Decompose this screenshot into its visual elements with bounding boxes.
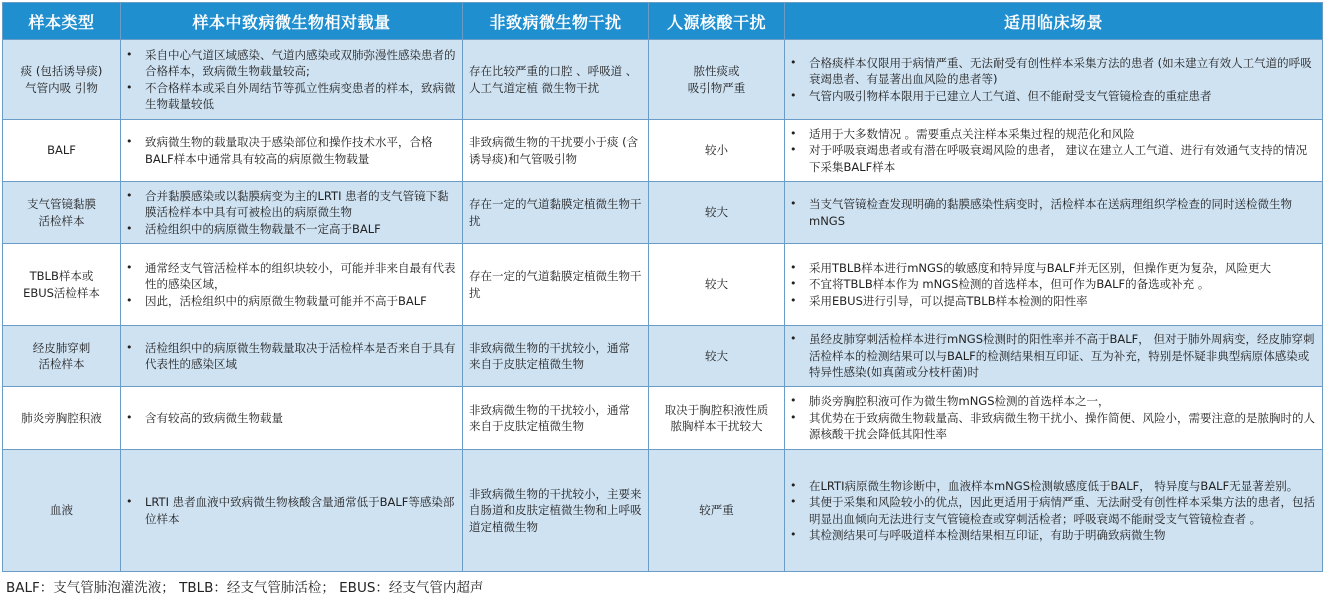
bullet-item: • 适用于大多数情况 。需要重点关注样本采集过程的规范化和风险 [787, 126, 1318, 143]
table-row [3, 120, 1323, 182]
table-row [3, 326, 1323, 387]
sample-type-cell [3, 182, 121, 244]
nonpathogen-interference-cell [463, 182, 649, 244]
nonpathogen-interference-cell [463, 326, 649, 387]
pathogen-load-cell-list [123, 340, 458, 373]
human-nucleic-interference-cell [649, 120, 785, 182]
clinical-scenario-cell-list [787, 126, 1318, 176]
bullet-item: • LRTI 患者血液中致病微生物核酸含量通常低于BALF等感染部位样本 [123, 494, 458, 527]
human-nucleic-interference-cell [649, 244, 785, 326]
human-nucleic-interference-cell-text: 较小 [705, 143, 728, 158]
bullet-item: • 当支气管镜检查发现明确的黏膜感染性病变时，活检样本在送病理组织学检查的同时送检微生物mNGS [787, 196, 1318, 229]
human-nucleic-interference-cell-text: 较大 [705, 277, 728, 292]
table-row [3, 244, 1323, 326]
bullet-item: • 活检组织中的病原微生物载量不一定高于BALF [123, 221, 458, 238]
pathogen-load-cell [121, 387, 463, 450]
pathogen-load-cell-list [123, 188, 458, 238]
pathogen-load-cell [121, 182, 463, 244]
clinical-scenario-cell-list [787, 393, 1318, 443]
sample-type-cell-text: 肺炎旁胸腔积液 [21, 410, 102, 425]
header-sample-type: 样本类型 [3, 3, 121, 40]
clinical-scenario-cell [785, 244, 1323, 326]
bullet-item: • 采自中心气道区域感染、气道内感染或双肺弥漫性感染患者的合格样本，致病微生物载量较高; [123, 47, 458, 80]
sample-type-cell-text: 血液 [50, 503, 73, 518]
nonpathogen-interference-cell [463, 120, 649, 182]
bullet-item: • 不宜将TBLB样本作为 mNGS检测的首选样本，但可作为BALF的备选或补充 。 [787, 276, 1318, 293]
nonpathogen-interference-cell [463, 40, 649, 120]
sample-type-cell [3, 450, 121, 572]
table-header-row [3, 3, 1323, 40]
bullet-item: • 肺炎旁胸腔积液可作为微生物mNGS检测的首选样本之一， [787, 393, 1318, 410]
pathogen-load-cell-list [123, 47, 458, 113]
table-row [3, 40, 1323, 120]
bullet-item: • 不合格样本或采自外周结节等孤立性病变患者的样本，致病微生物载量较低 [123, 80, 458, 113]
human-nucleic-interference-cell [649, 450, 785, 572]
bullet-item: • 致病微生物的载量取决于感染部位和操作技术水平，合格BALF样本中通常具有较高的病原微生物载量 [123, 134, 458, 167]
clinical-scenario-cell [785, 40, 1323, 120]
sample-type-cell [3, 244, 121, 326]
abbreviation-footnote: BALF：支气管肺泡灌洗液； TBLB：经支气管肺活检； EBUS：经支气管内超声 [6, 580, 484, 596]
sample-type-cell-text: 支气管镜黏膜 活检样本 [27, 197, 96, 228]
table-body [3, 40, 1323, 572]
clinical-scenario-cell [785, 387, 1323, 450]
bullet-item: • 采用TBLB样本进行mNGS的敏感度和特异度与BALF并无区别，但操作更为复杂，风险更大 [787, 260, 1318, 277]
bullet-item: • 合并黏膜感染或以黏膜病变为主的LRTI 患者的支气管镜下黏膜活检样本中具有可被检出的病原微生物 [123, 188, 458, 221]
human-nucleic-interference-cell-text: 取决于胸腔积液性质 脓胸样本干扰较大 [664, 402, 769, 433]
clinical-scenario-cell-list [787, 478, 1318, 544]
clinical-scenario-cell [785, 182, 1323, 244]
sample-comparison-table-container [2, 2, 1322, 572]
nonpathogen-interference-cell-text: 非致病微生物的干扰较小，通常 来自于皮肤定植微生物 [469, 340, 630, 371]
pathogen-load-cell [121, 40, 463, 120]
nonpathogen-interference-cell-text: 非致病微生物的干扰要小于痰 (含诱导痰)和气管吸引物 [469, 135, 639, 166]
pathogen-load-cell [121, 244, 463, 326]
bullet-item: • 其便于采集和风险较小的优点，因此更适用于病情严重、无法耐受有创性样本采集方法的患者，包括明显出血倾向无法进行支气管镜检查或穿刺活检者；呼吸衰竭不能耐受支气管镜检查者 。 [787, 494, 1318, 527]
bullet-item: • 采用EBUS进行引导，可以提高TBLB样本检测的阳性率 [787, 293, 1318, 310]
human-nucleic-interference-cell [649, 326, 785, 387]
nonpathogen-interference-cell-text: 非致病微生物的干扰较小，主要来自肠道和皮肤定植微生物和上呼吸道定植微生物 [469, 486, 642, 534]
table-row [3, 182, 1323, 244]
sample-type-cell [3, 326, 121, 387]
nonpathogen-interference-cell-text: 非致病微生物的干扰较小，通常 来自于皮肤定植微生物 [469, 402, 630, 433]
clinical-scenario-cell-list [787, 331, 1318, 381]
bullet-item: • 其检测结果可与呼吸道样本检测结果相互印证，有助于明确致病微生物 [787, 527, 1318, 544]
human-nucleic-interference-cell-text: 脓性痰或 吸引物严重 [687, 64, 746, 95]
sample-type-cell-text: 痰 (包括诱导痰) 气管内吸 引物 [20, 64, 103, 95]
human-nucleic-interference-cell [649, 182, 785, 244]
pathogen-load-cell [121, 326, 463, 387]
sample-comparison-table [2, 2, 1323, 572]
nonpathogen-interference-cell-text: 存在一定的气道黏膜定植微生物干扰 [469, 197, 642, 228]
human-nucleic-interference-cell [649, 40, 785, 120]
nonpathogen-interference-cell-text: 存在一定的气道黏膜定植微生物干扰 [469, 269, 642, 300]
header-pathogen-load: 样本中致病微生物相对载量 [121, 3, 463, 40]
bullet-item: • 在LRTI病原微生物诊断中，血液样本mNGS检测敏感度低于BALF， 特异度与BALF无显著差别。 [787, 478, 1318, 495]
pathogen-load-cell-list [123, 260, 458, 310]
header-clinical-scenario: 适用临床场景 [785, 3, 1323, 40]
bullet-item: • 通常经支气管活检样本的组织块较小，可能并非来自最有代表性的感染区域， [123, 260, 458, 293]
sample-type-cell [3, 40, 121, 120]
bullet-item: • 合格痰样本仅限用于病情严重、无法耐受有创性样本采集方法的患者 (如未建立有效人工气道的呼吸衰竭患者、有显著出血风险的患者等) [787, 55, 1318, 88]
bullet-item: • 气管内吸引物样本限用于已建立人工气道、但不能耐受支气管镜检查的重症患者 [787, 88, 1318, 105]
bullet-item: • 因此，活检组织中的病原微生物载量可能并不高于BALF [123, 293, 458, 310]
sample-type-cell-text: TBLB样本或 EBUS活检样本 [23, 269, 100, 300]
clinical-scenario-cell-list [787, 260, 1318, 310]
header-human-nucleic-interference: 人源核酸干扰 [649, 3, 785, 40]
pathogen-load-cell [121, 450, 463, 572]
bullet-item: • 其优势在于致病微生物载量高、非致病微生物干扰小、操作简便、风险小，需要注意的是脓胸时的人源核酸干扰会降低其阳性率 [787, 410, 1318, 443]
nonpathogen-interference-cell [463, 387, 649, 450]
pathogen-load-cell-list [123, 410, 458, 427]
nonpathogen-interference-cell [463, 244, 649, 326]
clinical-scenario-cell [785, 326, 1323, 387]
pathogen-load-cell-list [123, 494, 458, 527]
sample-type-cell-text: BALF [47, 143, 76, 158]
nonpathogen-interference-cell-text: 存在比较严重的口腔 、呼吸道 、人工气道定植 微生物干扰 [469, 64, 638, 95]
human-nucleic-interference-cell-text: 较大 [705, 348, 728, 363]
sample-type-cell [3, 387, 121, 450]
clinical-scenario-cell-list [787, 196, 1318, 229]
pathogen-load-cell [121, 120, 463, 182]
table-row [3, 450, 1323, 572]
bullet-item: • 活检组织中的病原微生物载量取决于活检样本是否来自于具有代表性的感染区域 [123, 340, 458, 373]
clinical-scenario-cell [785, 120, 1323, 182]
header-nonpathogen-interference: 非致病微生物干扰 [463, 3, 649, 40]
table-row [3, 387, 1323, 450]
bullet-item: • 对于呼吸衰竭患者或有潜在呼吸衰竭风险的患者， 建议在建立人工气道、进行有效通气支持的情况下采集BALF样本 [787, 142, 1318, 175]
bullet-item: • 含有较高的致病微生物载量 [123, 410, 458, 427]
human-nucleic-interference-cell [649, 387, 785, 450]
sample-type-cell-text: 经皮肺穿刺 活检样本 [32, 340, 91, 371]
human-nucleic-interference-cell-text: 较严重 [699, 503, 734, 518]
clinical-scenario-cell-list [787, 55, 1318, 105]
bullet-item: • 虽经皮肺穿刺活检样本进行mNGS检测时的阳性率并不高于BALF， 但对于肺外周病变，经皮肺穿刺活检样本的检测结果可以与BALF的检测结果相互印证、互为补充，特别是怀疑非典型病原体感染或特异性感染(如真菌或分枝杆菌)时 [787, 331, 1318, 381]
sample-type-cell [3, 120, 121, 182]
pathogen-load-cell-list [123, 134, 458, 167]
clinical-scenario-cell [785, 450, 1323, 572]
nonpathogen-interference-cell [463, 450, 649, 572]
human-nucleic-interference-cell-text: 较大 [705, 205, 728, 220]
